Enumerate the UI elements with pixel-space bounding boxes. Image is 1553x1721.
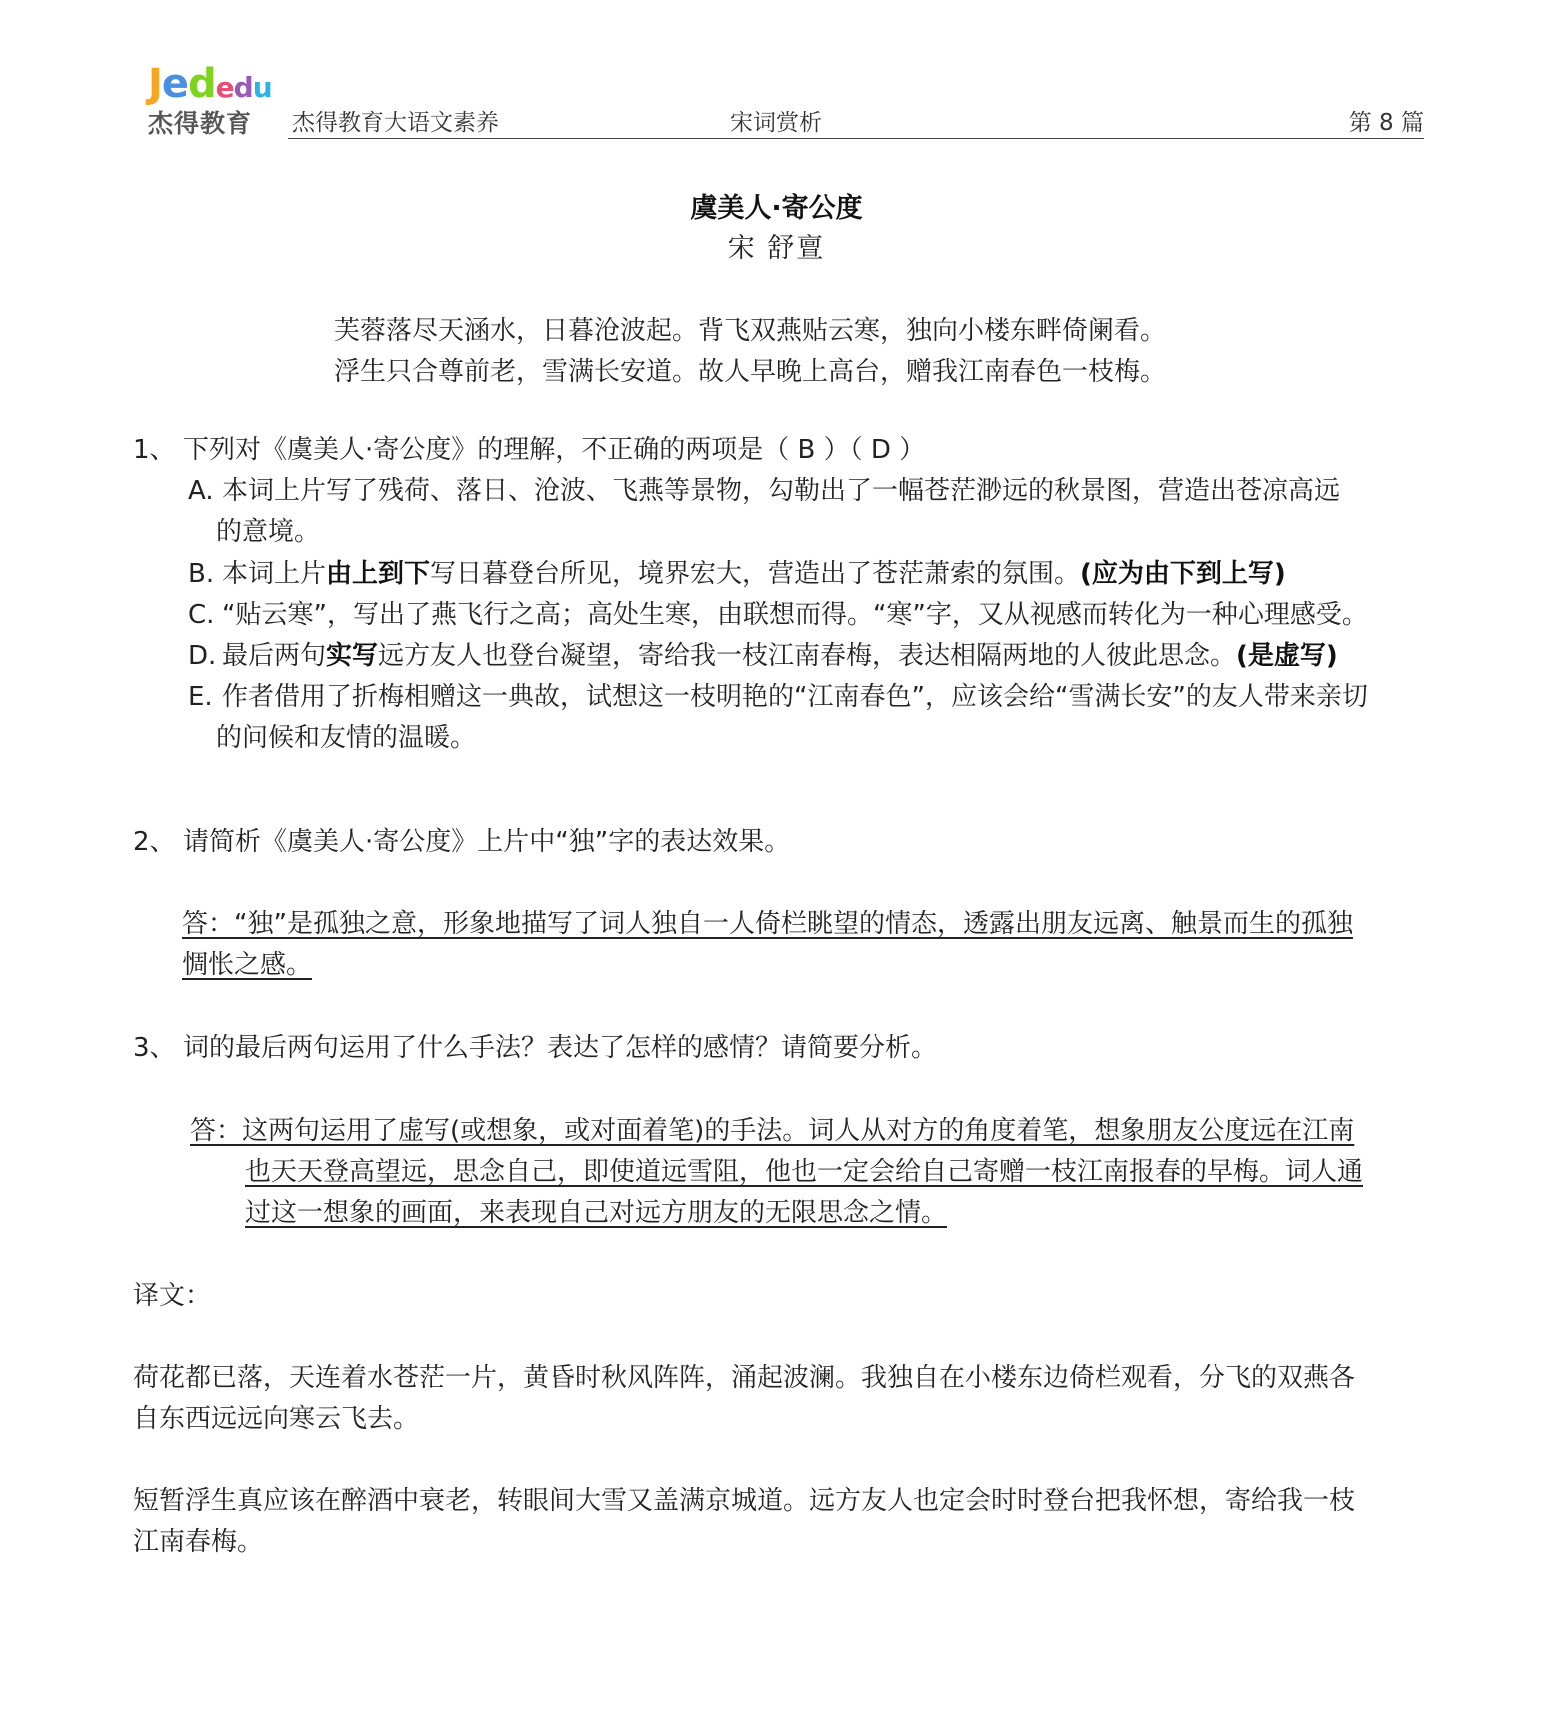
option-label: B. <box>188 559 215 589</box>
option-a-continued: 的意境。 <box>216 517 321 547</box>
question-number: 3、 <box>133 1033 176 1063</box>
logo-letter: J <box>148 61 162 107</box>
poem-line: 浮生只合尊前老，雪满长安道。故人早晚上高台，赠我江南春色一枝梅。 <box>334 357 1167 387</box>
logo-letter: e <box>215 71 234 104</box>
option-text: 最后两句 <box>222 641 327 671</box>
question-number: 2、 <box>133 827 176 857</box>
option-text: 远方友人也登台凝望，寄给我一枝江南春梅，表达相隔两地的人彼此思念。 <box>378 641 1237 671</box>
option-label: A. <box>188 476 214 506</box>
option-a <box>188 471 1424 512</box>
poem-title: 虞美人·寄公度 <box>690 193 863 224</box>
translation-paragraph: 短暂浮生真应该在醉酒中衰老，转眼间大雪又盖满京城道。远方友人也定会时时登台把我怀想，寄给我一枝 <box>133 1486 1356 1516</box>
option-e-continued: 的问候和友情的温暖。 <box>216 723 477 753</box>
option-emphasis: 实写 <box>326 641 379 671</box>
option-e <box>188 677 1424 718</box>
translation-paragraph-continued: 自东西远远向寒云飞去。 <box>133 1404 420 1434</box>
question-1 <box>133 430 1423 471</box>
question-2 <box>133 822 1423 863</box>
logo-wordmark <box>148 61 272 110</box>
option-d <box>188 636 1424 677</box>
option-text: 本词上片写了残荷、落日、沧波、飞燕等景物，勾勒出了一幅苍茫渺远的秋景图，营造出苍凉高远 <box>222 476 1341 506</box>
logo-letter: u <box>252 71 272 104</box>
poem-line: 芙蓉落尽天涵水，日暮沧波起。背飞双燕贴云寒，独向小楼东畔倚阑看。 <box>334 316 1167 346</box>
option-label: C. <box>188 600 215 630</box>
translation-heading: 译文： <box>133 1281 212 1311</box>
answer-2: 答：“独”是孤独之意，形象地描写了词人独自一人倚栏眺望的情态，透露出朋友远离、触景而生的孤独 <box>182 909 1353 939</box>
option-label: D. <box>188 641 217 671</box>
translation-paragraph: 荷花都已落，天连着水苍茫一片，黄昏时秋风阵阵，涌起波澜。我独自在小楼东边倚栏观看，分飞的双燕各 <box>133 1363 1356 1393</box>
header-series-title: 杰得教育大语文素养 <box>292 110 499 136</box>
logo-letter: d <box>233 71 253 104</box>
poem-author: 宋 舒亶 <box>727 233 826 264</box>
option-text: “贴云寒”，写出了燕飞行之高；高处生寒，由联想而得。“寒”字，又从视感而转化为一种心理感受。 <box>222 600 1368 630</box>
header-page-number: 第 8 篇 <box>1348 110 1424 136</box>
answer-3-continued: 也天天登高望远，思念自己，即使道远雪阻，他也一定会给自己寄赠一枝江南报春的早梅。词人通 <box>245 1157 1364 1187</box>
logo-letter: e <box>161 61 189 107</box>
question-text: 下列对《虞美人·寄公度》的理解，不正确的两项是（ B ）（ D ） <box>183 435 926 465</box>
question-text: 请简析《虞美人·寄公度》上片中“独”字的表达效果。 <box>183 827 791 857</box>
logo-letter: d <box>188 61 216 107</box>
option-c <box>188 595 1424 636</box>
correction-note: (是虚写) <box>1236 641 1338 671</box>
question-3 <box>133 1028 1423 1069</box>
option-b <box>188 554 1424 595</box>
answer-3: 答：这两句运用了虚写(或想象，或对面着笔)的手法。词人从对方的角度着笔，想象朋友公度远在江南 <box>190 1116 1355 1146</box>
option-text: 写日暮登台所见，境界宏大，营造出了苍茫萧索的氛围。 <box>430 559 1081 589</box>
translation-paragraph-continued: 江南春梅。 <box>133 1527 264 1557</box>
question-text: 词的最后两句运用了什么手法？表达了怎样的感情？请简要分析。 <box>183 1033 938 1063</box>
answer-2-continued: 惆怅之感。 <box>182 950 313 980</box>
option-emphasis: 由上到下 <box>326 559 431 589</box>
logo-chinese-name: 杰得教育 <box>148 109 253 138</box>
header-section-title: 宋词赏析 <box>730 110 822 136</box>
option-label: E. <box>188 682 213 712</box>
header-divider <box>288 138 1424 139</box>
correction-note: (应为由下到上写) <box>1080 559 1286 589</box>
question-number: 1、 <box>133 435 176 465</box>
jedu-logo <box>148 61 272 138</box>
option-text: 本词上片 <box>222 559 327 589</box>
option-text: 作者借用了折梅相赠这一典故，试想这一枝明艳的“江南春色”，应该会给“雪满长安”的友人带来亲切 <box>222 682 1368 712</box>
answer-3-continued: 过这一想象的画面，来表现自己对远方朋友的无限思念之情。 <box>245 1198 948 1228</box>
